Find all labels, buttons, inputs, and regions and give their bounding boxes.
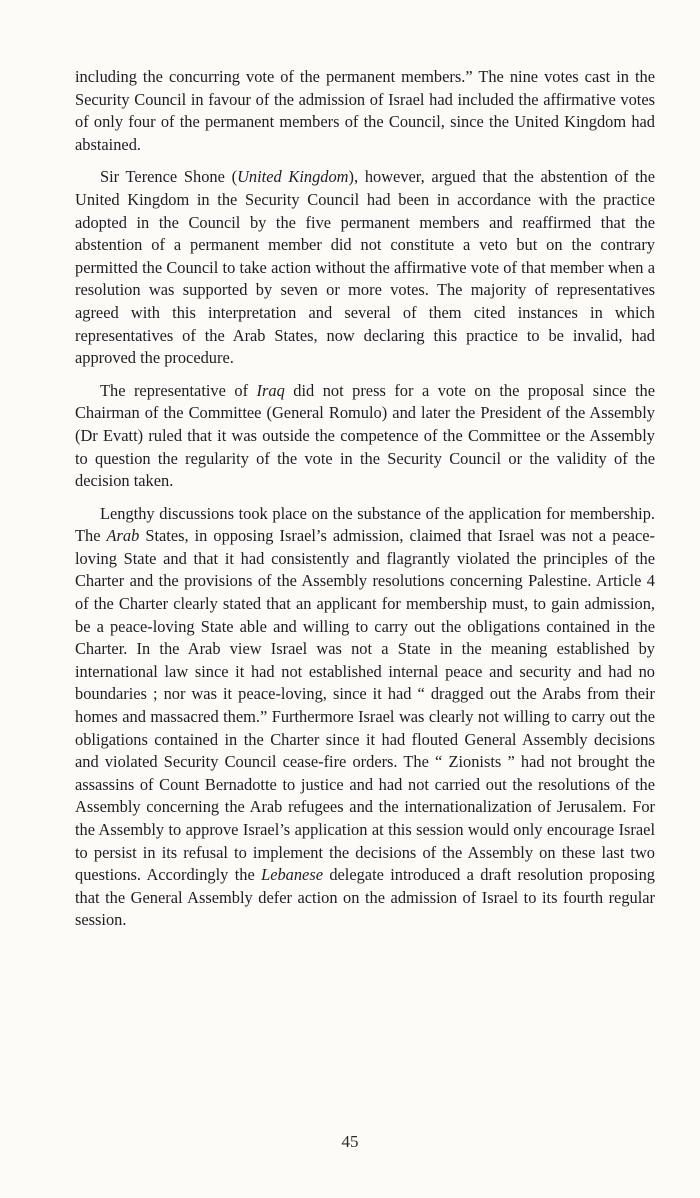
document-page xyxy=(75,66,655,942)
paragraph-text: Sir Terence Shone ( xyxy=(100,167,238,187)
country-name-italic: United Kingdom xyxy=(237,167,349,187)
paragraph-arab-states xyxy=(75,503,655,932)
paragraph-text: States, in opposing Israel’s admission, claimed that Israel was not a peace-loving State and that it had consistently and flagrantly violated the principles of the Charter and the provisions of the Assembly resolutions concerning Palestine. Article 4 of the Charter clearly stated that an applicant for membership must, to gain admission, be a peace-loving State able and willing to carry out the obligations contained in the Charter. In the Arab view Israel was not a State in the meaning established by international law since it had not established internal peace and security and had no boundaries ; nor was it peace-loving, since it had “ dragged out the Arabs from their homes and massacred them.” Furthermore Israel was clearly not willing to carry out the obligations contained in the Charter since it had flouted General Assembly decisions and violated Security Council cease-fire orders. The “ Zionists ” had not brought the assassins of Count Bernadotte to justice and had not carried out the resolutions of the Assembly concerning the Arab refugees and the internationalization of Jerusalem. For the Assembly to approve Israel’s application at this session would only encourage Israel to persist in its refusal to implement the decisions of the Assembly on these last two questions. Accordingly the xyxy=(75,526,655,885)
paragraph-uk-argument xyxy=(75,166,655,369)
paragraph-text: including the concurring vote of the permanent members.” The nine votes cast in the Security Council in favour of the admission of Israel had included the affirmative votes of only four of the permanent members of the Council, since the United Kingdom had abstained. xyxy=(75,67,655,154)
page-number: 45 xyxy=(341,1132,359,1151)
paragraph-iraq xyxy=(75,380,655,493)
country-name-italic: Lebanese xyxy=(261,865,323,885)
paragraph-text: ), however, argued that the abstention of the United Kingdom in the Security Council had been in accordance with the practice adopted in the Council by the five permanent members and reaffirmed that the abstention of a permanent member did not constitute a veto but on the contrary permitted the Council to take action without the affirmative vote of that member when a resolution was supported by seven or more votes. The majority of representatives agreed with this interpretation and several of them cited instances in which representatives of the Arab States, now declaring this practice to be invalid, had approved the procedure. xyxy=(75,167,656,368)
country-name-italic: Arab xyxy=(106,526,140,546)
paragraph-continuation xyxy=(75,66,655,156)
paragraph-text: did not press for a vote on the proposal since the Chairman of the Committee (General Romulo) and later the President of the Assembly (Dr Evatt) ruled that it was outside the competence of the Committee or the Assembly to question the regularity of the vote in the Security Council or the validity of the decision taken. xyxy=(75,380,655,491)
paragraph-text: delegate introduced a draft resolution proposing that the General Assembly defer action on the admission of Israel to its fourth regular session. xyxy=(75,865,655,930)
country-name-italic: Iraq xyxy=(256,380,285,400)
paragraph-text: Lengthy discussions took place on the substance of the application for membership. The xyxy=(75,503,655,546)
paragraph-text: The representative of xyxy=(100,380,257,400)
